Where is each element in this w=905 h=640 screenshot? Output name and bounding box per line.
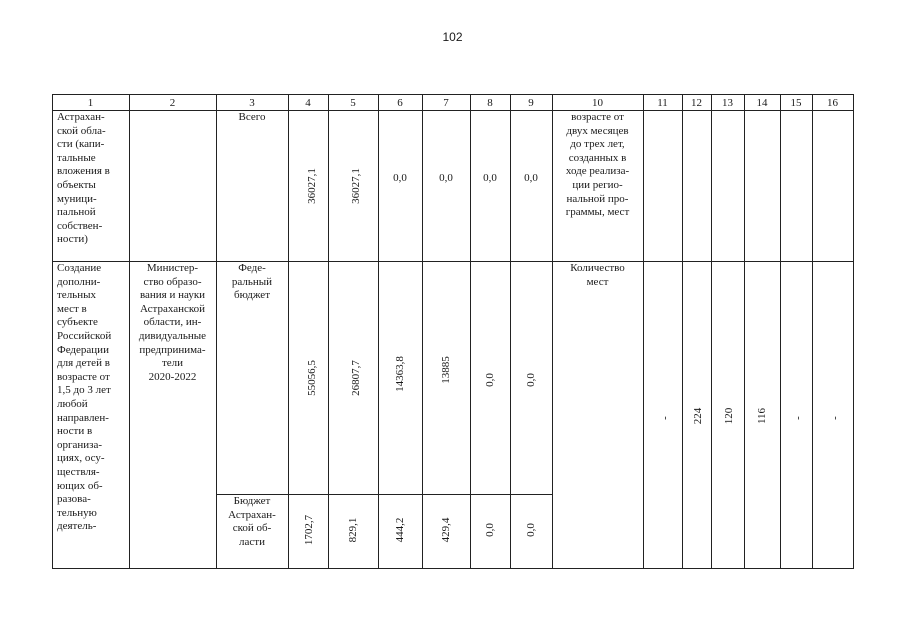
row2-federal-col6: 14363,8 [394,356,406,392]
column-header: 16 [827,97,838,109]
column-header: 9 [528,97,534,109]
row1-indicator: возрасте от двух месяцев до трех лет, созданных в ходе реализа- ции регио- нальной про- граммы, мест [565,111,630,219]
row2-federal-label: Феде- ральный бюджет [231,262,273,302]
column-header: 6 [397,97,403,109]
col-line [288,94,289,569]
column-header: 13 [722,97,733,109]
row2-col13-value: 120 [723,407,735,425]
column-header: 12 [691,97,702,109]
col-line [711,94,712,569]
table-border-bottom [52,568,853,569]
row2-federal-col5: 26807,7 [350,360,362,396]
col-line [52,94,53,569]
row2-regional-col4: 1702,7 [303,514,315,546]
column-header: 15 [790,97,802,109]
row2-col15-value: - [792,416,804,420]
row1-col5-value: 36027,1 [350,168,362,204]
row2-regional-label: Бюджет Астрахан- ской об- ласти [228,495,276,548]
column-header: 8 [487,97,493,109]
row2-regional-col5: 829,1 [347,517,359,543]
col-line [744,94,745,569]
page-number: 102 [442,30,463,44]
col-line [853,94,854,569]
row1-col8-value: 0,0 [483,172,497,184]
column-header: 1 [87,97,94,109]
column-header: 7 [443,97,449,109]
row2-federal-col7: 13885 [440,356,452,384]
row1-col9-value: 0,0 [524,172,538,184]
column-header: 2 [169,97,176,109]
row2-col11-value: - [659,416,671,420]
col-line [780,94,781,569]
row2-col14-value: 116 [756,407,768,425]
col-line [682,94,683,569]
row2-responsible: Министер- ство образо- вания и науки Астраханской области, ин- дивидуальные предпринима- тели 2020-2022 [138,262,207,383]
column-header: 5 [350,97,356,109]
row2-regional-col7: 429,4 [440,517,452,543]
row2-col16-value: - [829,416,841,420]
row1-source-total: Всего [238,111,266,123]
row1-col7-value: 0,0 [439,172,453,184]
row1-col4-value: 36027,1 [306,168,318,204]
col-line [328,94,329,569]
col-line [378,94,379,569]
row2-regional-col9: 0,0 [525,523,537,537]
column-header: 3 [249,97,255,109]
row2-federal-col4: 55056,5 [306,360,318,396]
column-header: 11 [657,97,668,109]
col-line [422,94,423,569]
row1-col6-value: 0,0 [393,172,407,184]
col-line [470,94,471,569]
col-line [812,94,813,569]
column-header: 4 [305,97,311,109]
column-header: 14 [756,97,768,109]
row2-description: Создание дополни- тельных мест в субъекте Российской Федерации для детей в возрасте от 1,5 до 3 лет любой направлен- ности в организа- циях, осу- ществля- ющих об- разова- тельную деятель- [57,262,112,533]
col-line [510,94,511,569]
row2-federal-col9: 0,0 [525,373,537,387]
row2-indicator: Количество мест [570,262,625,288]
row2-federal-col8: 0,0 [484,373,496,387]
row2-col12-value: 224 [692,407,704,425]
row2-regional-col8: 0,0 [484,523,496,537]
row2-regional-col6: 444,2 [394,517,406,543]
column-header: 10 [592,97,603,109]
row1-description: Астрахан- ской обла- сти (капи- тальные вложения в объекты муници- пальной собствен- ности) [57,111,110,246]
col-line [643,94,644,569]
